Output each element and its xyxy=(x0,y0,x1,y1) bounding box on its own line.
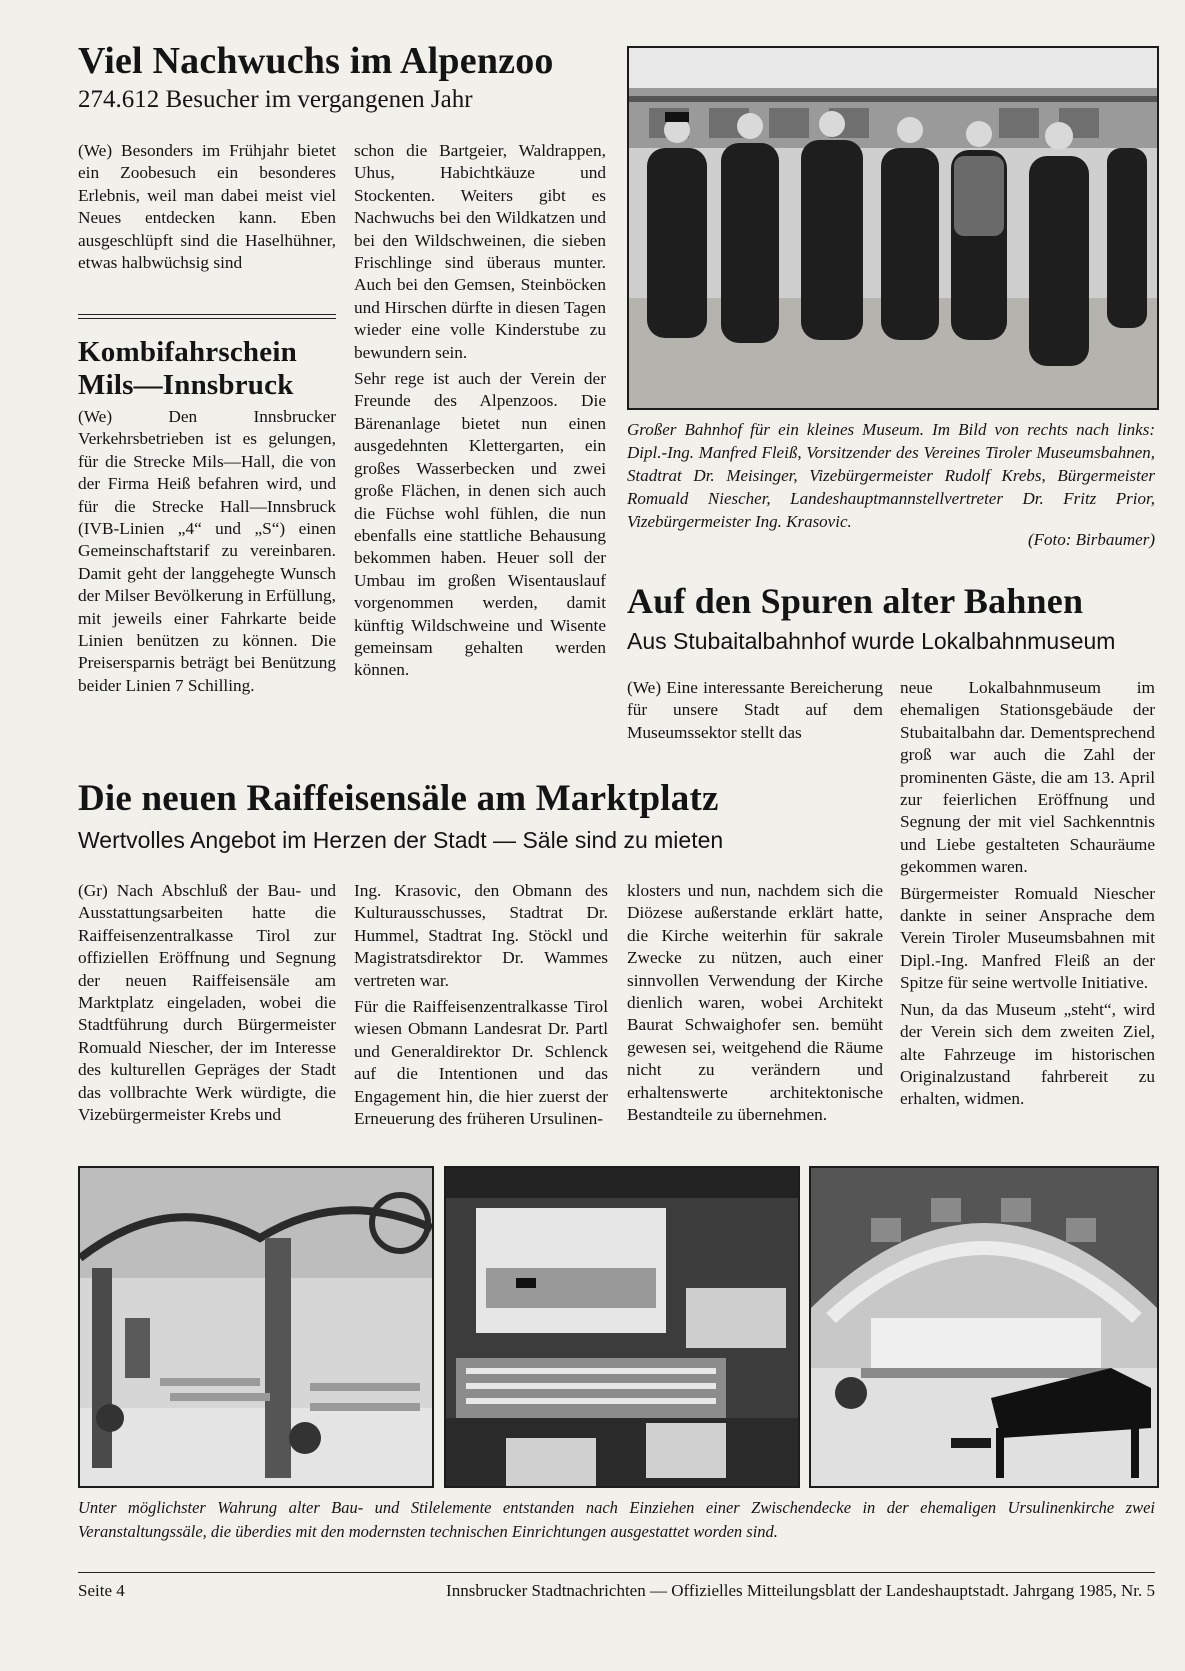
raiffeisen-paragraph: klosters und nun, nachdem sich die Diözese außerstande erklärt hatte, die Kirche weiterhin für sakrale Zwecke zu nützen, auch einer sinnvollen Verwendung der Kirche dienlich waren, wobei Architekt Baurat Schwaighofer sen. bemüht gewesen sei, weitgehend die Räume nicht zu verändern und erhaltenswerte architektonische Bestandteile zu übernehmen. xyxy=(627,881,883,1125)
page-number: Seite 4 xyxy=(78,1581,125,1600)
bahnen-column-2 xyxy=(900,677,1155,1115)
kombi-headline-line2: Mils—Innsbruck xyxy=(78,369,294,401)
arched-hall-piano-image xyxy=(811,1168,1157,1486)
raiffeisen-paragraph: Ing. Krasovic, den Obmann des Kulturausschusses, Stadtrat Dr. Hummel, Stadtrat Ing. Stöckl und Magistratsdirektor Dr. Wammes vertreten war. xyxy=(354,881,608,990)
hall-photo xyxy=(78,1166,434,1488)
zoo-paragraph: (We) Besonders im Frühjahr bietet ein Zoobesuch ein besonderes Erlebnis, weil man dabei meist viel Neues entdecken kann. Eben ausgeschlüpft sind die Haselhühner, etwas halbwüchsig sind xyxy=(78,141,336,273)
raiffeisen-column-1 xyxy=(78,880,336,1130)
kombi-body xyxy=(78,406,336,701)
zoo-paragraph: schon die Bartgeier, Waldrappen, Uhus, Habichtkäuze und Stockenten. Weiters gibt es Nachwuchs bei den Wildkatzen und bei den Wildschweinen, die sieben Frischlinge sind überaus munter. Auch bei den Gemsen, Steinböcken und Hirschen dürfte in diesen Tagen wieder eine volle Kinderstube zu bewundern sein. xyxy=(354,141,606,362)
section-divider xyxy=(78,314,336,319)
bahnen-headline: Auf den Spuren alter Bahnen xyxy=(627,581,1084,621)
photo-credit: (Foto: Birbaumer) xyxy=(1027,530,1155,549)
bahnen-paragraph: Bürgermeister Romuald Niescher dankte in seiner Ansprache dem Verein Tiroler Museumsbahnen mit Dipl.-Ing. Manfred Fleiß an der Spitze für seine wertvolle Initiative. xyxy=(900,883,1155,993)
zoo-column-2 xyxy=(354,140,606,686)
bahnen-paragraph: (We) Eine interessante Bereicherung für unsere Stadt auf dem Museumssektor stellt das xyxy=(627,678,883,742)
raiffeisen-paragraph: Für die Raiffeisenzentralkasse Tirol wiesen Obmann Landesrat Dr. Partl und Generaldirektor Dr. Schlenck auf die Intentionen und das Engagement hin, die hier zuerst der Erneuerung des früheren Ursulinen- xyxy=(354,997,608,1129)
zoo-column-1 xyxy=(78,140,336,278)
ornate-hall-image xyxy=(80,1168,432,1486)
zoo-subheadline: 274.612 Besucher im vergangenen Jahr xyxy=(78,86,473,113)
zoo-paragraph: Sehr rege ist auch der Verein der Freunde des Alpenzoos. Die Bärenanlage bietet nun einen ausgedehnten Klettergarten, ein großes Wasserbecken und zwei große Flächen, in denen sich auch die Füchse wohl fühlen, die nun ebenfalls eine stattliche Behausung bekommen haben. Heuer soll der Umbau im großen Wisentauslauf vorgenommen werden, damit künftig Wildschweine und Wisente gemeinsam gehalten werden können. xyxy=(354,369,606,680)
footer-rule xyxy=(78,1572,1155,1573)
halls-photo-caption: Unter möglichster Wahrung alter Bau- und Stilelemente entstanden nach Einziehen einer Zwischendecke in der ehemaligen Ursulinenkirche zwei Veranstaltungssäle, die überdies mit den modernsten technischen Einrichtungen ausgestattet worden sind. xyxy=(78,1498,1155,1541)
bahnen-column-1 xyxy=(627,677,883,748)
control-room-image xyxy=(446,1168,798,1486)
museum-photo-caption: Großer Bahnhof für ein kleines Museum. Im Bild von rechts nach links: Dipl.-Ing. Manfred Fleiß, Vorsitzender des Vereines Tiroler Museumsbahnen, Stadtrat Dr. Meisinger, Vizebürgermeister Rudolf Krebs, Bürgermeister Romuald Niescher, Landeshauptmannstellvertreter Dr. Fritz Prior, Vizebürgermeister Ing. Krasovic. xyxy=(627,420,1155,531)
zoo-headline: Viel Nachwuchs im Alpenzoo xyxy=(78,40,554,82)
bahnen-paragraph: neue Lokalbahnmuseum im ehemaligen Stationsgebäude der Stubaitalbahn dar. Dementsprechend groß war auch die Zahl der prominenten Gäste, die am 13. April zur feierlichen Eröffnung und Segnung der mit viel Sachkenntnis und Liebe gestalteten Schauräume gekommen waren. xyxy=(900,678,1155,877)
concert-hall-photo xyxy=(809,1166,1159,1488)
raiffeisen-headline: Die neuen Raiffeisensäle am Marktplatz xyxy=(78,778,719,819)
group-of-men-image xyxy=(629,48,1157,408)
bahnen-paragraph: Nun, da das Museum „steht“, wird der Verein sich dem zweiten Ziel, alte Fahrzeuge im historischen Originalzustand fahrbereit zu erhalten, widmen. xyxy=(900,999,1155,1109)
kombi-paragraph: (We) Den Innsbrucker Verkehrsbetrieben ist es gelungen, für die Strecke Mils—Hall, die von der Firma Heiß befahren wird, und für die Strecke Hall—Innsbruck (IVB-Linien „4“ und „S“) einen Gemeinschaftstarif zu vereinbaren. Damit geht der langgehegte Wunsch der Milser Bevölkerung in Erfüllung, mit jeweils einer Fahrkarte beide Linien benützen zu können. Die Preisersparnis beträgt bei Benützung beider Linien 7 Schilling. xyxy=(78,407,336,695)
publication-line: Innsbrucker Stadtnachrichten — Offizielles Mitteilungsblatt der Landeshauptstadt. Jahrgang 1985, Nr. 5 xyxy=(446,1581,1155,1600)
raiffeisen-column-3 xyxy=(627,880,883,1130)
stage-photo xyxy=(444,1166,800,1488)
raiffeisen-paragraph: (Gr) Nach Abschluß der Bau- und Ausstattungsarbeiten hatte die Raiffeisenzentralkasse Tirol zur offiziellen Eröffnung und Segnung der neuen Raiffeisensäle am Marktplatz eingeladen, wobei die Stadtführung durch Bürgermeister Romuald Niescher, der im Interesse des kulturellen Gepräges der Stadt das vollbrachte Werk würdigte, die Vizebürgermeister Krebs und xyxy=(78,881,336,1125)
bahnen-subheadline: Aus Stubaitalbahnhof wurde Lokalbahnmuseum xyxy=(627,628,1116,654)
kombi-headline xyxy=(78,336,336,402)
raiffeisen-column-2 xyxy=(354,880,608,1134)
museum-opening-photo xyxy=(627,46,1159,410)
kombi-headline-line1: Kombifahrschein xyxy=(78,336,297,368)
raiffeisen-subheadline: Wertvolles Angebot im Herzen der Stadt — Säle sind zu mieten xyxy=(78,827,724,853)
